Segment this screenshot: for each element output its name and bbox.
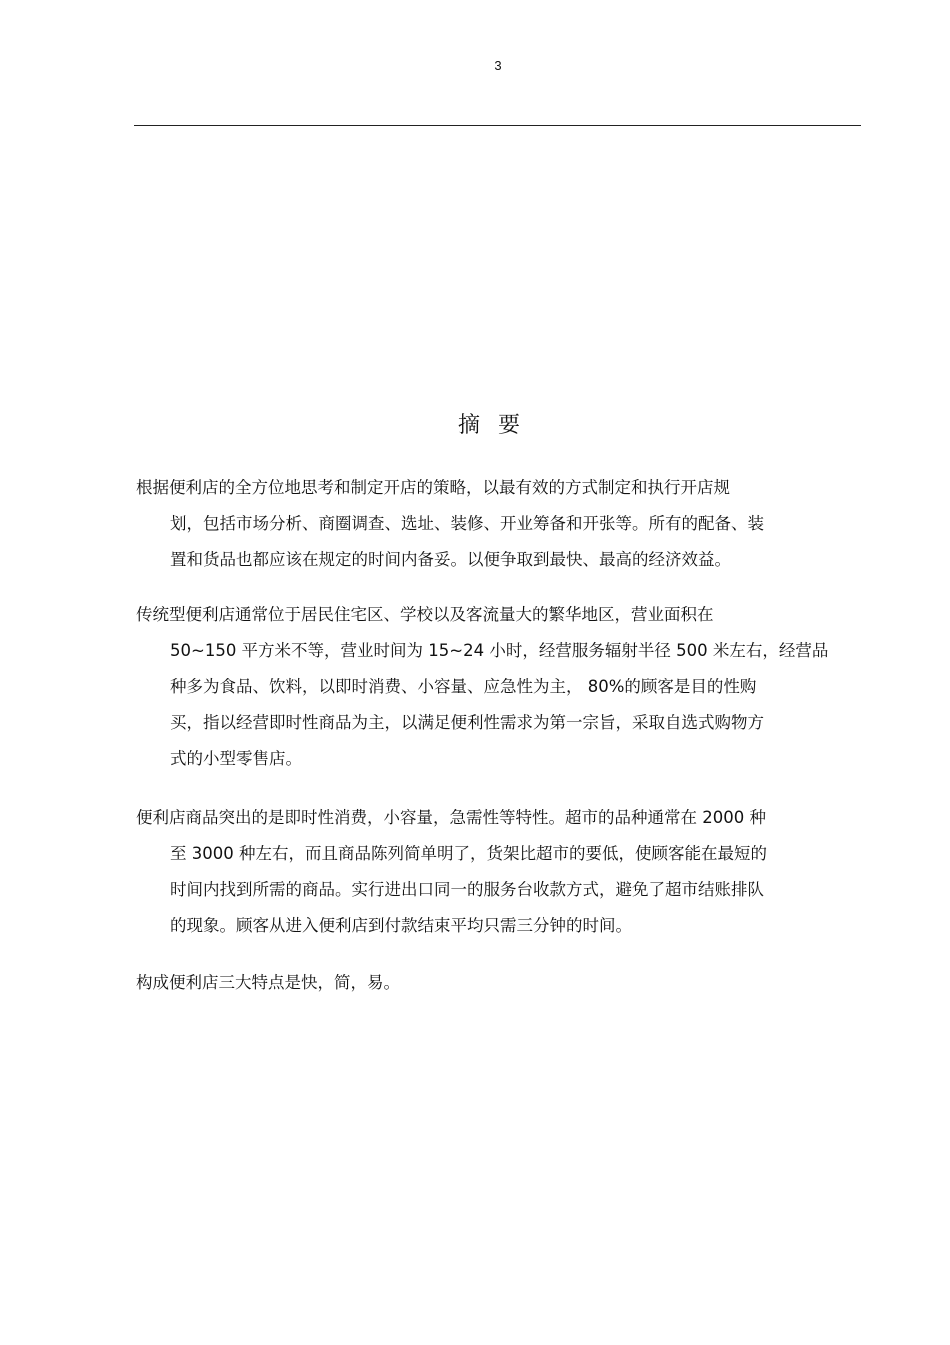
page-number: 3 bbox=[494, 58, 502, 73]
paragraph-line: 式的小型零售店。 bbox=[170, 749, 302, 768]
paragraph-2 bbox=[136, 597, 828, 777]
paragraph-line: 根据便利店的全方位地思考和制定开店的策略，以最有效的方式制定和执行开店规 bbox=[136, 478, 730, 497]
paragraph-line: 买，指以经营即时性商品为主，以满足便利性需求为第一宗旨，采取自选式购物方 bbox=[170, 713, 764, 732]
paragraph-line: 时间内找到所需的商品。实行进出口同一的服务台收款方式，避免了超市结账排队 bbox=[170, 880, 764, 899]
paragraph-1 bbox=[136, 470, 764, 578]
paragraph-line: 种多为食品、饮料，以即时消费、小容量、应急性为主， 80%的顾客是目的性购 bbox=[170, 677, 757, 696]
paragraph-line: 划，包括市场分析、商圈调查、选址、装修、开业筹备和开张等。所有的配备、装 bbox=[170, 514, 764, 533]
paragraph-line: 便利店商品突出的是即时性消费，小容量，急需性等特性。超市的品种通常在 2000 种 bbox=[136, 808, 766, 827]
abstract-title: 摘要 bbox=[457, 413, 538, 438]
paragraph-line: 50~150 平方米不等，营业时间为 15~24 小时，经营服务辐射半径 500 米左右，经营品 bbox=[170, 641, 829, 660]
paragraph-line: 构成便利店三大特点是快，简，易。 bbox=[136, 973, 400, 992]
paragraph-line: 传统型便利店通常位于居民住宅区、学校以及客流量大的繁华地区，营业面积在 bbox=[136, 605, 714, 624]
header-rule bbox=[134, 125, 861, 126]
paragraph-line: 至 3000 种左右，而且商品陈列简单明了，货架比超市的要低，使顾客能在最短的 bbox=[170, 844, 767, 863]
paragraph-4 bbox=[136, 965, 400, 1001]
paragraph-3 bbox=[136, 800, 767, 944]
paragraph-line: 的现象。顾客从进入便利店到付款结束平均只需三分钟的时间。 bbox=[170, 916, 632, 935]
paragraph-line: 置和货品也都应该在规定的时间内备妥。以便争取到最快、最高的经济效益。 bbox=[170, 550, 731, 569]
